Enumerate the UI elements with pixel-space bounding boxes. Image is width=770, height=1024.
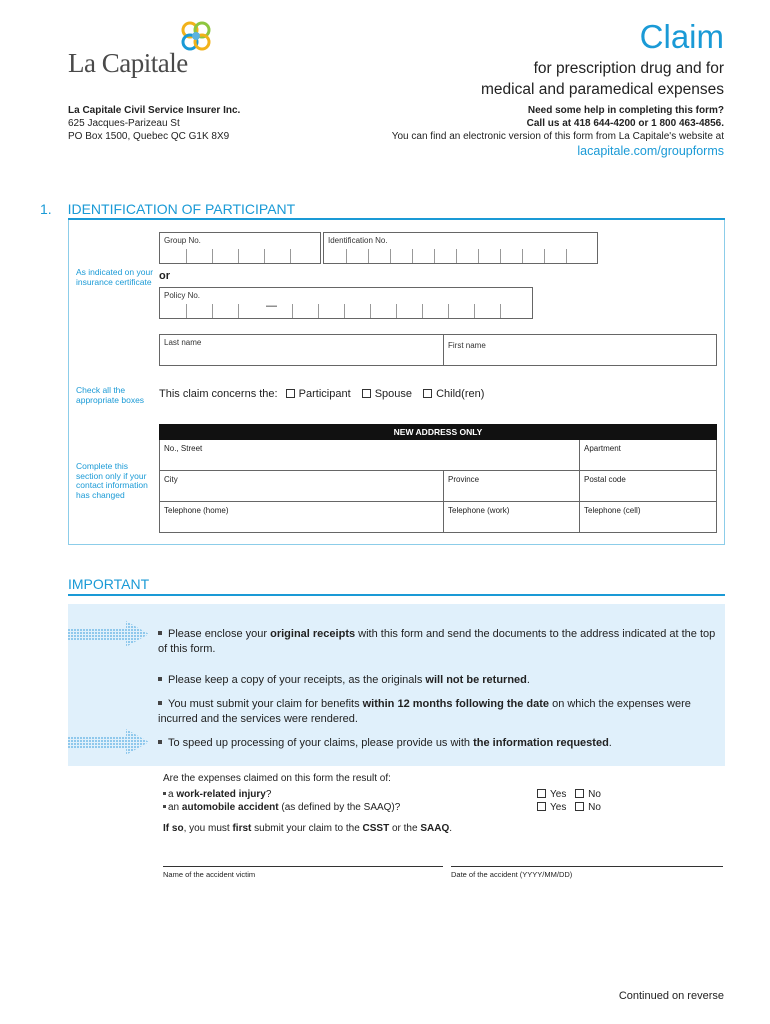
note-check-boxes: Check all the appropriate boxes bbox=[76, 385, 145, 405]
apartment-label: Apartment bbox=[584, 444, 621, 453]
help-line-1: Need some help in completing this form? bbox=[527, 105, 724, 116]
street-row bbox=[159, 440, 717, 471]
name-row bbox=[159, 334, 717, 366]
work-injury-no[interactable]: No bbox=[575, 789, 601, 800]
group-no-field[interactable] bbox=[159, 232, 321, 264]
spouse-option[interactable]: Spouse bbox=[362, 388, 412, 400]
arrow-icon bbox=[68, 728, 150, 756]
important-item-copy: Please keep a copy of your receipts, as the originals will not be returned. bbox=[158, 673, 718, 688]
policy-no-label: Policy No. bbox=[164, 291, 201, 300]
street-field[interactable] bbox=[160, 440, 579, 470]
city-field[interactable] bbox=[160, 471, 443, 501]
or-label: or bbox=[159, 270, 170, 282]
children-checkbox[interactable] bbox=[423, 389, 432, 398]
section-1-heading bbox=[40, 201, 295, 217]
tel-work-field[interactable] bbox=[443, 502, 579, 532]
company-address bbox=[68, 104, 240, 143]
company-name: La Capitale Civil Service Insurer Inc. bbox=[68, 105, 241, 116]
street-label: No., Street bbox=[164, 444, 203, 453]
accident-question: Are the expenses claimed on this form the result of: bbox=[163, 773, 391, 784]
company-address-line-2: PO Box 1500, Quebec QC G1K 8X9 bbox=[68, 131, 230, 142]
page-title: Claim bbox=[639, 18, 724, 55]
last-name-field[interactable] bbox=[160, 335, 443, 365]
note-contact-change: Complete this section only if your contact information has changed bbox=[76, 461, 148, 500]
subtitle-line-2: medical and paramedical expenses bbox=[481, 81, 724, 98]
auto-accident-yes[interactable]: Yes bbox=[537, 802, 566, 813]
logo-text: La Capitale bbox=[68, 48, 188, 78]
claim-concerns-row bbox=[159, 388, 492, 400]
tel-cell-field[interactable] bbox=[579, 502, 718, 532]
tel-cell-label: Telephone (cell) bbox=[584, 506, 641, 515]
victim-name-field[interactable] bbox=[163, 866, 443, 867]
help-info bbox=[344, 104, 724, 160]
help-line-2: Call us at 418 644-4200 or 1 800 463-4856. bbox=[526, 118, 724, 129]
group-no-label: Group No. bbox=[164, 236, 201, 245]
important-item-receipts: Please enclose your original receipts with this form and send the documents to the address indicated at the top of this form. bbox=[158, 628, 716, 655]
work-injury-options bbox=[537, 789, 601, 800]
spouse-checkbox[interactable] bbox=[362, 389, 371, 398]
page-subtitle bbox=[404, 58, 724, 100]
website-link[interactable]: lacapitale.com/groupforms bbox=[577, 144, 724, 158]
concerns-label: This claim concerns the: bbox=[159, 388, 278, 400]
postal-code-label: Postal code bbox=[584, 475, 626, 484]
participant-checkbox[interactable] bbox=[286, 389, 295, 398]
company-address-line-1: 625 Jacques-Parizeau St bbox=[68, 118, 180, 129]
apartment-field[interactable] bbox=[579, 440, 718, 470]
first-name-field[interactable] bbox=[443, 335, 718, 365]
accident-date-label: Date of the accident (YYYY/MM/DD) bbox=[451, 870, 573, 879]
new-address-header: NEW ADDRESS ONLY bbox=[159, 424, 717, 440]
subtitle-line-1: for prescription drug and for bbox=[533, 60, 724, 77]
accident-date-field[interactable] bbox=[451, 866, 723, 867]
note-certificate: As indicated on your insurance certificate bbox=[76, 267, 154, 287]
section-number: 1. bbox=[40, 201, 52, 217]
important-heading: IMPORTANT bbox=[68, 576, 150, 592]
auto-accident-question: an automobile accident (as defined by the SAAQ)? bbox=[163, 802, 400, 813]
work-injury-yes[interactable]: Yes bbox=[537, 789, 566, 800]
first-name-label: First name bbox=[448, 341, 486, 350]
continued-on-reverse: Continued on reverse bbox=[618, 990, 724, 1002]
work-injury-question: a work-related injury? bbox=[163, 789, 271, 800]
important-item-deadline: You must submit your claim for benefits within 12 months following the date on which the expenses were incurred and the services were rendered. bbox=[158, 698, 691, 725]
city-label: City bbox=[164, 475, 178, 484]
postal-code-field[interactable] bbox=[579, 471, 718, 501]
province-field[interactable] bbox=[443, 471, 579, 501]
if-so-instruction: If so, you must first submit your claim to the CSST or the SAAQ. bbox=[163, 823, 453, 834]
participant-option[interactable]: Participant bbox=[286, 388, 351, 400]
tel-home-field[interactable] bbox=[160, 502, 443, 532]
city-row bbox=[159, 471, 717, 502]
last-name-label: Last name bbox=[164, 338, 202, 347]
auto-accident-no[interactable]: No bbox=[575, 802, 601, 813]
tel-work-label: Telephone (work) bbox=[448, 506, 510, 515]
identification-no-field[interactable] bbox=[323, 232, 598, 264]
policy-dash: — bbox=[266, 300, 277, 312]
section-title: IDENTIFICATION OF PARTICIPANT bbox=[67, 201, 296, 217]
tel-home-label: Telephone (home) bbox=[164, 506, 229, 515]
victim-name-label: Name of the accident victim bbox=[163, 870, 256, 879]
arrow-icon bbox=[68, 620, 150, 648]
important-item-info: To speed up processing of your claims, please provide us with the information requested. bbox=[158, 736, 718, 751]
telephone-row bbox=[159, 502, 717, 533]
important-rule bbox=[68, 594, 725, 596]
auto-accident-options bbox=[537, 802, 601, 813]
help-line-3: You can find an electronic version of this form from La Capitale's website at bbox=[391, 131, 724, 142]
children-option[interactable]: Child(ren) bbox=[423, 388, 484, 400]
policy-no-field[interactable] bbox=[159, 287, 533, 319]
identification-no-label: Identification No. bbox=[328, 236, 388, 245]
province-label: Province bbox=[448, 475, 480, 484]
